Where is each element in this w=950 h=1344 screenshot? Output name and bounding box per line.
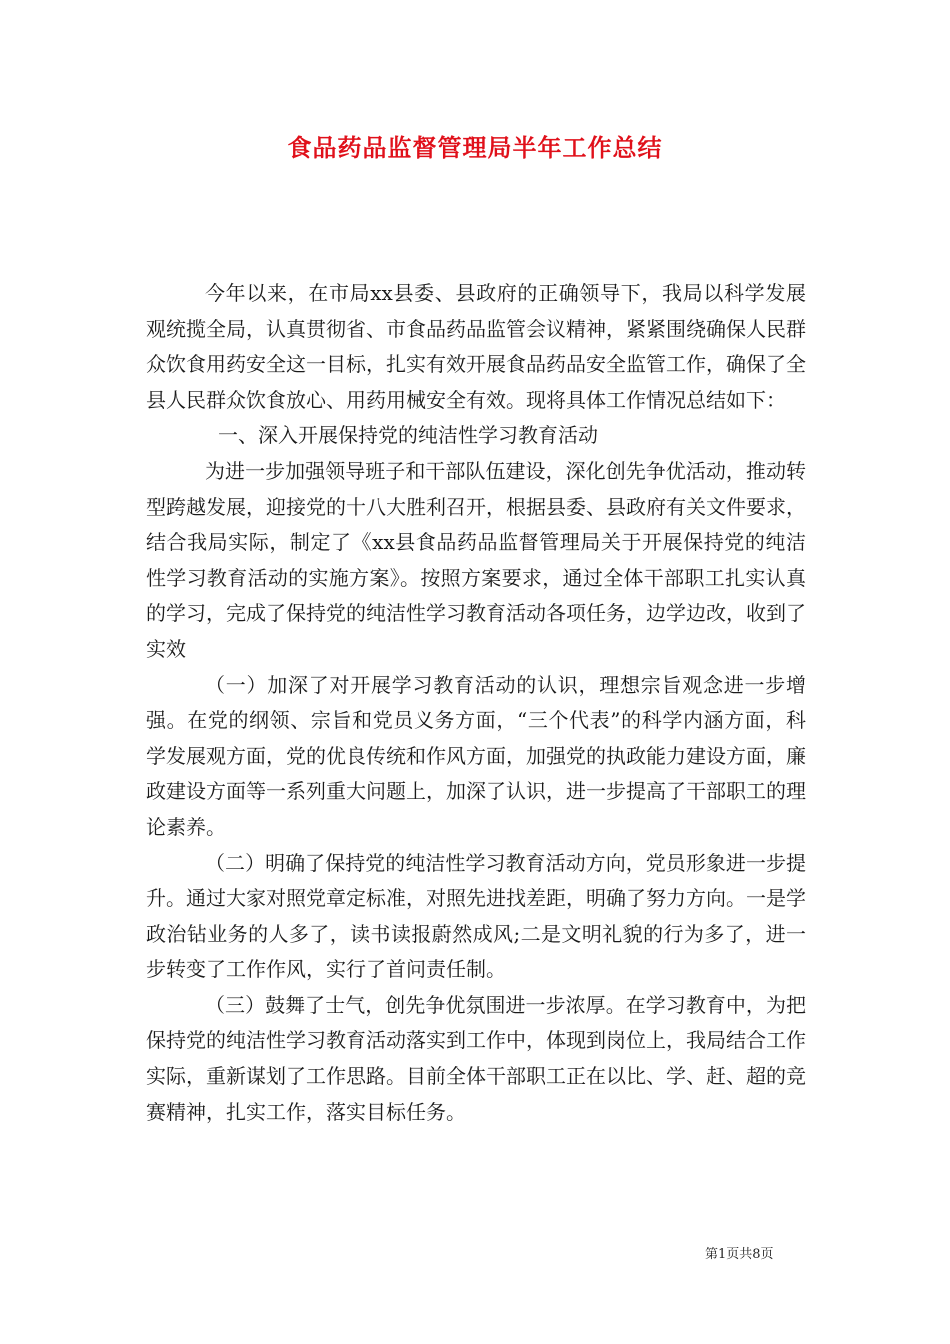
page-number: 第1页共8页 [705,1247,774,1262]
section-heading-1: 一、深入开展保持党的纯洁性学习教育活动 [218,423,598,448]
document-title: 食品药品监督管理局半年工作总结 [287,133,663,162]
paragraph-item-2: （二）明确了保持党的纯洁性学习教育活动方向，党员形象进一步提升。通过大家对照党章定标准，对照先进找差距，明确了努力方向。一是学政治钻业务的人多了，读书读报蔚然成风;二是文明礼貌的行为多了，进一步转变了工作作风，实行了首问责任制。 [146,850,806,982]
paragraph-item-1: （一）加深了对开展学习教育活动的认识，理想宗旨观念进一步增强。在党的纲领、宗旨和党员义务方面，“三个代表”的科学内涵方面，科学发展观方面，党的优良传统和作风方面，加强党的执政能力建设方面，廉政建设方面等一系列重大问题上，加深了认识，进一步提高了干部职工的理论素养。 [146,672,806,839]
paragraph-section-1: 为进一步加强领导班子和干部队伍建设，深化创先争优活动，推动转型跨越发展，迎接党的十八大胜利召开，根据县委、县政府有关文件要求，结合我局实际，制定了《xx县食品药品监督管理局关于开展保持党的纯洁性学习教育活动的实施方案》。按照方案要求，通过全体干部职工扎实认真的学习，完成了保持党的纯洁性学习教育活动各项任务，边学边改，收到了实效 [146,458,806,661]
paragraph-intro: 今年以来，在市局xx县委、县政府的正确领导下，我局以科学发展观统揽全局，认真贯彻省、市食品药品监管会议精神，紧紧围绕确保人民群众饮食用药安全这一目标，扎实有效开展食品药品安全监管工作，确保了全县人民群众饮食放心、用药用械安全有效。现将具体工作情况总结如下： [146,281,806,412]
document-body [146,276,806,1130]
paragraph-item-3: （三）鼓舞了士气，创先争优氛围进一步浓厚。在学习教育中，为把保持党的纯洁性学习教育活动落实到工作中，体现到岗位上，我局结合工作实际，重新谋划了工作思路。目前全体干部职工正在以比、学、赶、超的竞赛精神，扎实工作，落实目标任务。 [146,992,806,1124]
